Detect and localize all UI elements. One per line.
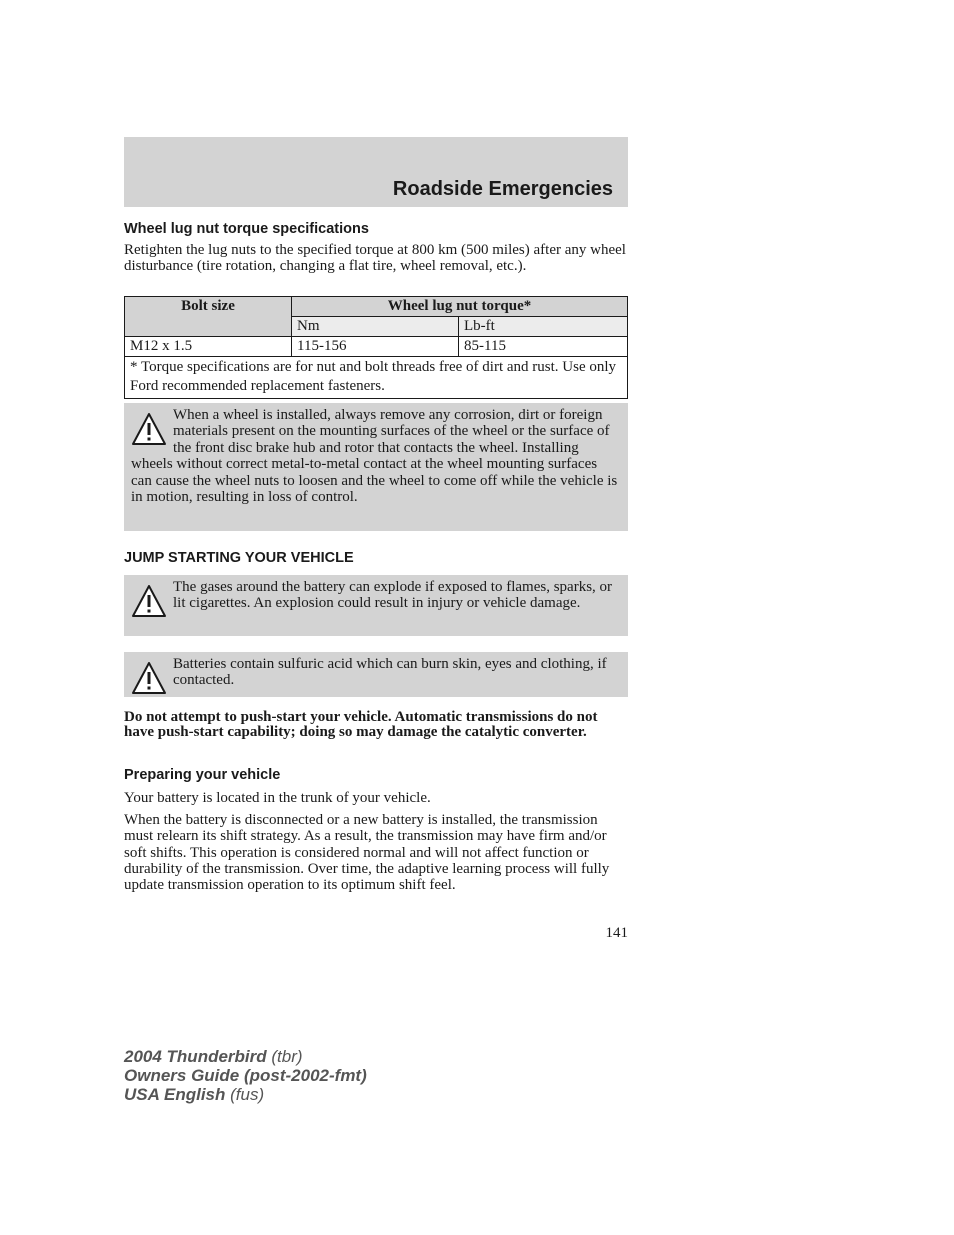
battery-gas-warning-text: The gases around the battery can explode if exposed to flames, sparks, or lit cigarettes. An explosion could result in injury or vehicle damage. xyxy=(173,579,613,612)
section-header-band xyxy=(124,137,628,207)
page-number: 141 xyxy=(605,925,628,941)
battery-location-text: Your battery is located in the trunk of your vehicle. xyxy=(124,790,431,806)
push-start-notice: Do not attempt to push-start your vehicle. Automatic transmissions do not have push-start capability; doing so may damage the catalytic converter. xyxy=(124,709,598,740)
relearn-text: When the battery is disconnected or a new battery is installed, the transmission must relearn its shift strategy. As a result, the transmission may have firm and/or soft shifts. This operation is considered normal and will not affect function or durability of the transmission. Over time, the adaptive learning process will fully update transmission operation to its optimum shift feel. xyxy=(124,812,610,894)
col-bolt-size: Bolt size xyxy=(125,297,292,337)
footer-language: USA English xyxy=(124,1085,226,1104)
acid-warning-box xyxy=(124,652,628,697)
cell-lbft: 85-115 xyxy=(459,337,628,357)
col-nm: Nm xyxy=(292,317,459,337)
footer-info xyxy=(124,1047,367,1104)
wheel-warning-box xyxy=(124,403,628,531)
section-title: Roadside Emergencies xyxy=(392,178,613,200)
lug-nut-intro: Retighten the lug nuts to the specified torque at 800 km (500 miles) after any wheel disturbance (tire rotation, changing a flat tire, wheel removal, etc.). xyxy=(124,242,626,275)
footer-guide: Owners Guide (post-2002-fmt) xyxy=(124,1066,367,1085)
preparing-heading: Preparing your vehicle xyxy=(124,767,281,783)
table-note: * Torque specifications are for nut and bolt threads free of dirt and rust. Use only Ford recommended replacement fasteners. xyxy=(125,357,628,399)
footer-line-2 xyxy=(124,1066,367,1085)
col-lbft: Lb-ft xyxy=(459,317,628,337)
torque-table xyxy=(124,296,628,399)
acid-warning-text: Batteries contain sulfuric acid which can burn skin, eyes and clothing, if contacted. xyxy=(173,656,607,689)
table-header-row xyxy=(125,297,628,317)
table-row xyxy=(125,337,628,357)
col-torque: Wheel lug nut torque* xyxy=(292,297,628,317)
cell-nm: 115-156 xyxy=(292,337,459,357)
table-note-row xyxy=(125,357,628,399)
jump-start-heading: JUMP STARTING YOUR VEHICLE xyxy=(124,550,354,566)
footer-language-code: (fus) xyxy=(230,1085,265,1104)
footer-line-3 xyxy=(124,1085,367,1104)
footer-model: 2004 Thunderbird xyxy=(124,1047,267,1066)
footer-model-code: (tbr) xyxy=(271,1047,303,1066)
warning-triangle-icon xyxy=(131,411,167,447)
cell-bolt: M12 x 1.5 xyxy=(125,337,292,357)
warning-triangle-icon xyxy=(131,583,167,619)
footer-line-1 xyxy=(124,1047,367,1066)
battery-gas-warning-box xyxy=(124,575,628,636)
lug-nut-heading: Wheel lug nut torque specifications xyxy=(124,221,369,237)
wheel-warning-text: When a wheel is installed, always remove any corrosion, dirt or foreign materials present on the mounting surfaces of the wheel or the surface of the front disc brake hub and rotor that contacts the wheel. Installing wheels without correct metal-to-metal contact at the wheel mounting surfaces can cause the wheel nuts to loosen and the wheel to come off while the vehicle is in motion, resulting in loss of control. xyxy=(131,407,618,506)
warning-triangle-icon xyxy=(131,660,167,696)
